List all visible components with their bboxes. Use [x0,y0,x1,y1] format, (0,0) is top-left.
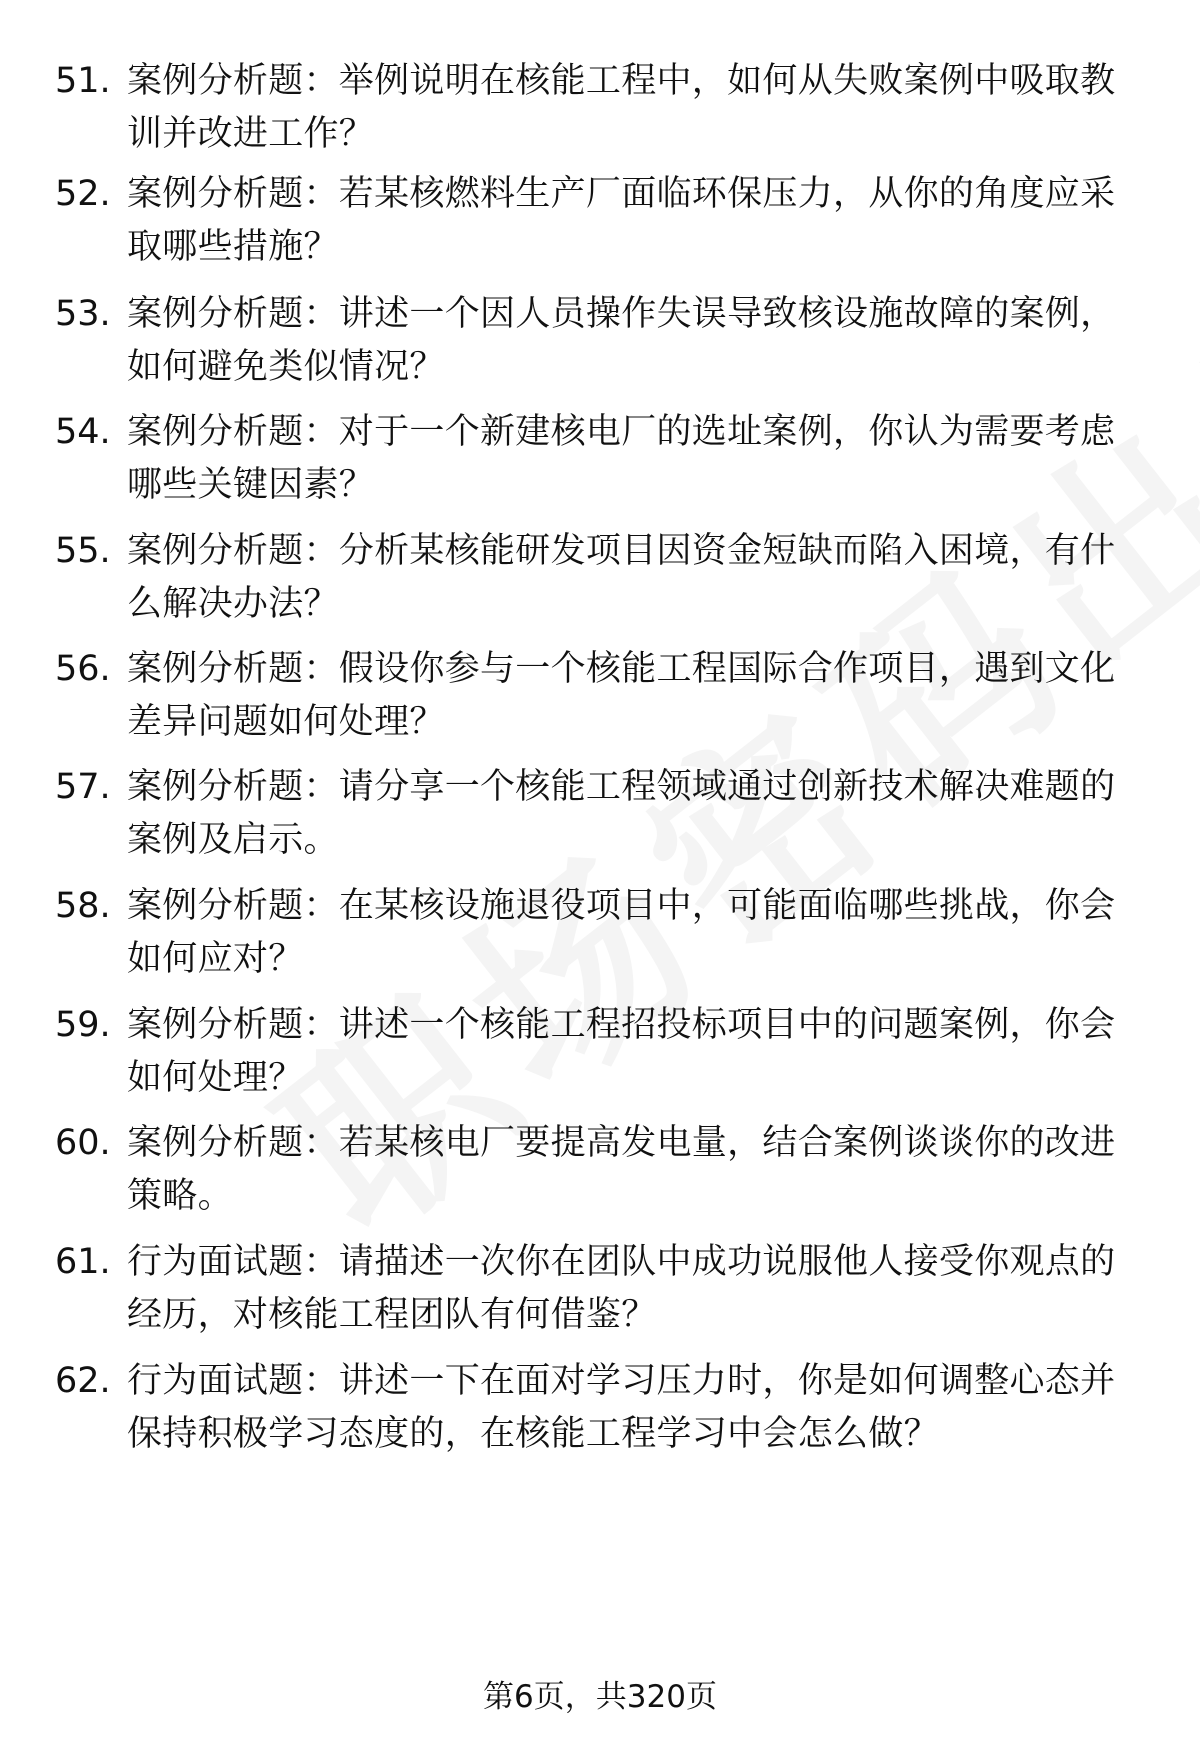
question-text: 案例分析题：假设你参与一个核能工程国际合作项目，遇到文化差异问题如何处理？ [127,649,1116,742]
question-number: 52. [55,174,111,214]
question-text: 行为面试题：讲述一下在面对学习压力时，你是如何调整心态并保持积极学习态度的，在核能工程学习中会怎么做？ [127,1361,1116,1454]
question-number: 53. [55,294,111,334]
question-text: 行为面试题：请描述一次你在团队中成功说服他人接受你观点的经历，对核能工程团队有何借鉴？ [127,1242,1116,1335]
question-text: 案例分析题：若某核电厂要提高发电量，结合案例谈谈你的改进策略。 [127,1123,1116,1216]
question-text: 案例分析题：若某核燃料生产厂面临环保压力，从你的角度应采取哪些措施？ [127,174,1116,267]
question-text: 案例分析题：举例说明在核能工程中，如何从失败案例中吸取教训并改进工作？ [127,61,1116,154]
question-number: 55. [55,531,111,571]
question-number: 59. [55,1005,111,1045]
question-number: 51. [55,61,111,101]
question-number: 58. [55,886,111,926]
question-text: 案例分析题：在某核设施退役项目中，可能面临哪些挑战，你会如何应对？ [127,886,1116,979]
question-number: 54. [55,412,111,452]
question-text: 案例分析题：分析某核能研发项目因资金短缺而陷入困境，有什么解决办法？ [127,531,1116,624]
question-text: 案例分析题：请分享一个核能工程领域通过创新技术解决难题的案例及启示。 [127,767,1116,860]
question-text: 案例分析题：讲述一个因人员操作失误导致核设施故障的案例，如何避免类似情况？ [127,294,1116,387]
question-number: 56. [55,649,111,689]
page-footer: 第6页，共320页 [483,1679,717,1715]
question-number: 57. [55,767,111,807]
question-number: 61. [55,1242,111,1282]
question-text: 案例分析题：对于一个新建核电厂的选址案例，你认为需要考虑哪些关键因素？ [127,412,1116,505]
question-number: 60. [55,1123,111,1163]
question-text: 案例分析题：讲述一个核能工程招投标项目中的问题案例，你会如何处理？ [127,1005,1116,1098]
question-number: 62. [55,1361,111,1401]
